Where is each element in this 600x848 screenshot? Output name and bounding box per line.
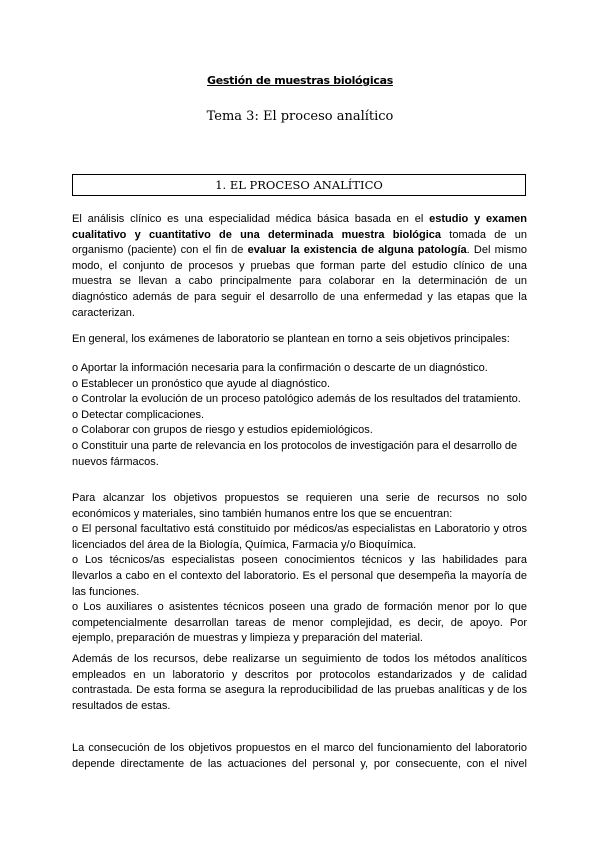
- intro-bold-1: estudio y examen cualitativo y cuantitativo de una determinada muestra biológica: [72, 213, 527, 241]
- resources-paragraph: [72, 491, 527, 647]
- objectives-list: [72, 361, 527, 470]
- list-item: o Detectar complicaciones.: [72, 408, 205, 421]
- objectives-intro: [72, 332, 527, 348]
- intro-text-2: tomada de un organismo (paciente) con el fin de: [72, 228, 527, 257]
- intro-paragraph: [72, 212, 527, 321]
- list-item: o Los técnicos/as especialistas poseen conocimientos técnicos y las habilidades para llevarlos a cabo en el contexto del laboratorio. Es el personal que desempeña la mayoría de las funciones.: [72, 554, 527, 598]
- list-item: o Aportar la información necesaria para la confirmación o descarte de un diagnóstico.: [72, 362, 488, 374]
- intro-text-3: . Del mismo modo, el conjunto de procesos y pruebas que forman parte del estudio clínico de una muestra se llevan a cabo principalmente para colaborar en la determinación de un diagnóstico además de para seguir el desarrollo de una enfermedad y las etapas que la caracterizan.: [72, 244, 528, 319]
- document-title: Gestión de muestras biológicas: [207, 74, 393, 87]
- closing-paragraph: [72, 741, 527, 772]
- intro-text-1: El análisis clínico es una especialidad médica básica basada en el: [72, 213, 430, 225]
- resources-intro: Para alcanzar los objetivos propuestos se requieren una serie de recursos no solo económicos y materiales, sino también humanos entre los que se encuentran:: [72, 492, 527, 520]
- list-item: o Controlar la evolución de un proceso patológico además de los resultados del tratamiento.: [72, 393, 521, 406]
- section-heading-box: [72, 174, 526, 196]
- objectives-intro-text: En general, los exámenes de laboratorio se plantean en torno a seis objetivos principales:: [72, 333, 510, 345]
- list-item: o Colaborar con grupos de riesgo y estudios epidemiológicos.: [72, 424, 373, 437]
- list-item: o Los auxiliares o asistentes técnicos poseen una grado de formación menor por lo que competencialmente desarrollan tareas de menor complejidad, es decir, de apoyo. Por ejemplo, preparación de muestras y limpieza y preparación del material.: [72, 601, 527, 645]
- section-heading: 1. EL PROCESO ANALÍTICO: [215, 178, 383, 192]
- followup-text: Además de los recursos, debe realizarse un seguimiento de todos los métodos analíticos empleados en un laboratorio y descritos por protocolos estandarizados y de calidad contrastada. De esta forma se asegura la reproducibilidad de las pruebas analíticas y de los resultados de estas.: [72, 653, 527, 712]
- list-item: o Establecer un pronóstico que ayude al diagnóstico.: [72, 377, 331, 390]
- list-item: o Constituir una parte de relevancia en los protocolos de investigación para el desarrollo de nuevos fármacos.: [72, 439, 518, 468]
- topic-subtitle: Tema 3: El proceso analítico: [206, 109, 394, 124]
- closing-text: La consecución de los objetivos propuestos en el marco del funcionamiento del laboratorio depende directamente de las actuaciones del personal y, por consecuente, con el nivel: [72, 742, 527, 770]
- followup-paragraph: [72, 652, 527, 714]
- list-item: o El personal facultativo está constituido por médicos/as especialistas en Laboratorio y otros licenciados del área de la Biología, Química, Farmacia y/o Bioquímica.: [72, 523, 527, 551]
- intro-bold-2: evaluar la existencia de alguna patología: [247, 244, 467, 257]
